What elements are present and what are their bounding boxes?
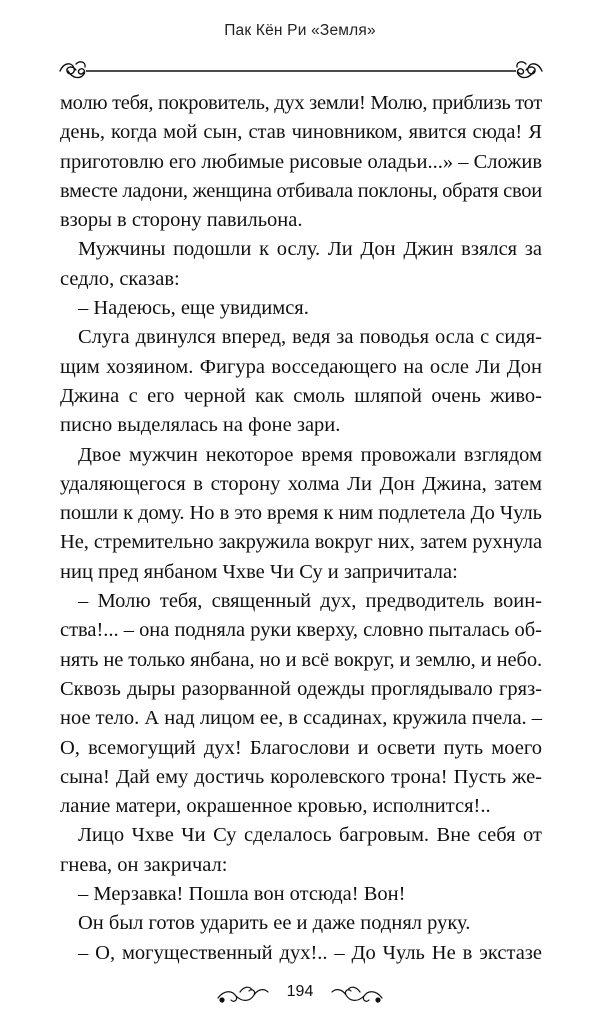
text-line: седло, сказав: bbox=[60, 267, 180, 290]
text-line: – Молю тебя, священный дух, предводитель воин- bbox=[78, 590, 542, 613]
text-line: Слуга двинулся вперед, ведя за поводья осла с сидя- bbox=[78, 326, 542, 349]
text-line: лание матери, окрашенное кровью, исполнится!.. bbox=[60, 795, 491, 818]
text-line: щим хозяином. Фигура восседающего на осле Ли Дон bbox=[60, 355, 542, 378]
text-line: приготовлю его любимые рисовые оладьи...» – Сложив bbox=[60, 150, 542, 173]
footer-left-flourish-icon bbox=[218, 987, 268, 1001]
text-line: вместе ладони, женщина отбивала поклоны, обратя свои bbox=[60, 179, 542, 202]
right-flourish-ornament bbox=[517, 62, 542, 78]
text-line: ства!... – она подняла руки кверху, словно пыталась об- bbox=[60, 619, 542, 642]
text-line: день, когда мой сын, став чиновником, явится сюда! Я bbox=[60, 121, 542, 144]
text-line: сына! Дай ему достичь королевского трона! Пусть же- bbox=[60, 765, 542, 788]
text-line: гнева, он закричал: bbox=[60, 853, 228, 876]
page-number: 194 bbox=[286, 983, 314, 1000]
text-line: Лицо Чхве Чи Су сделалось багровым. Вне себя от bbox=[78, 824, 542, 847]
left-flourish-ornament bbox=[60, 62, 85, 78]
footer-right-flourish-icon bbox=[332, 987, 382, 1001]
text-line: ниц пред янбаном Чхве Чи Су и запричитала: bbox=[60, 560, 458, 583]
text-line: Он был готов ударить ее и даже поднял руку. bbox=[78, 912, 471, 935]
text-line: Не, стремительно закружила вокруг них, затем рухнула bbox=[60, 531, 542, 554]
text-line: Сквозь дыры разорванной одежды проглядывало гряз- bbox=[60, 677, 542, 700]
text-line: удаляющегося в сторону холма Ли Дон Джина, затем bbox=[60, 472, 542, 495]
text-line: нять не только янбана, но и всё вокруг, и землю, и небо. bbox=[60, 648, 542, 671]
body-text bbox=[60, 89, 542, 968]
text-line: Двое мужчин некоторое время провожали взглядом bbox=[78, 443, 542, 466]
text-line: – Надеюсь, еще увидимся. bbox=[78, 297, 309, 320]
text-line: молю тебя, покровитель, дух земли! Молю, приблизь тот bbox=[60, 92, 542, 114]
header-ornament-rule bbox=[58, 56, 544, 86]
text-line: – Мерзавка! Пошла вон отсюда! Вон! bbox=[78, 883, 406, 906]
running-head-title: Пак Кён Ри «Земля» bbox=[224, 22, 376, 39]
text-line: Мужчины подошли к ослу. Ли Дон Джин взялся за bbox=[78, 238, 542, 261]
text-line: пошли к дому. Но в это время к ним подлетела До Чуль bbox=[60, 502, 542, 525]
text-line: О, всемогущий дух! Благослови и освети путь моего bbox=[60, 736, 542, 759]
text-line: – О, могущественный дух!.. – До Чуль Не в экстазе bbox=[78, 941, 542, 964]
text-line: ное тело. А над лицом ее, в ссадинах, кружила пчела. – bbox=[60, 707, 542, 730]
text-line: Джина с его черной как смоль шляпой очень живо- bbox=[60, 384, 542, 407]
text-line: писно выделялась на фоне зари. bbox=[60, 414, 341, 437]
text-line: взоры в сторону павильона. bbox=[60, 209, 303, 232]
